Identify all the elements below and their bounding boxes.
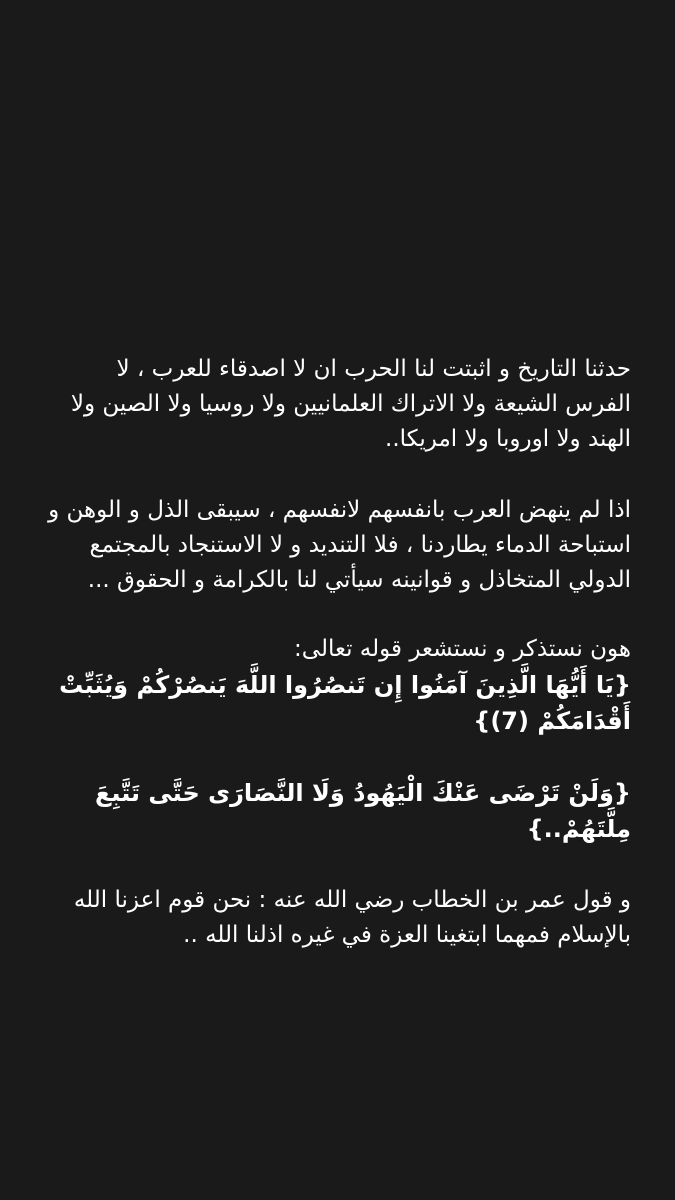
quran-verse-2: {وَلَنْ تَرْضَى عَنْكَ الْيَهُودُ وَلَا النَّصَارَى حَتَّى تَتَّبِعَ مِلَّتَهُمْ..} <box>95 779 631 843</box>
paragraph-rise: اذا لم ينهض العرب بانفسهم لانفسهم ، سيبقى الذل و الوهن و استباحة الدماء يطاردنا ، فلا التنديد و لا الاستنجاد بالمجتمع الدولي المتخاذل و قوانينه سيأتي لنا بالكرامة و الحقوق ... <box>48 497 631 593</box>
quran-verse-1: {يَا أَيُّهَا الَّذِينَ آمَنُوا إِن تَنصُرُوا اللَّهَ يَنصُرْكُمْ وَيُثَبِّتْ أَقْدَامَكُمْ (7)} <box>59 671 631 735</box>
paragraph-umar-quote: و قول عمر بن الخطاب رضي الله عنه : نحن قوم اعزنا الله بالإسلام فمهما ابتغينا العزة في غيره اذلنا الله .. <box>73 887 631 948</box>
paragraph-spacer <box>44 598 631 632</box>
reflection-heading: هون نستذكر و نستشعر قوله تعالى: <box>294 636 631 662</box>
paragraph-history: حدثنا التاريخ و اثبتت لنا الحرب ان لا اصدقاء للعرب ، لا الفرس الشيعة ولا الاتراك العلمانيين ولا روسيا ولا الصين ولا الهند ولا اوروبا ولا امريكا.. <box>70 356 631 452</box>
paragraph-spacer <box>44 847 631 883</box>
paragraph-spacer <box>44 457 631 493</box>
story-text-block <box>44 352 631 953</box>
paragraph-spacer <box>44 739 631 775</box>
